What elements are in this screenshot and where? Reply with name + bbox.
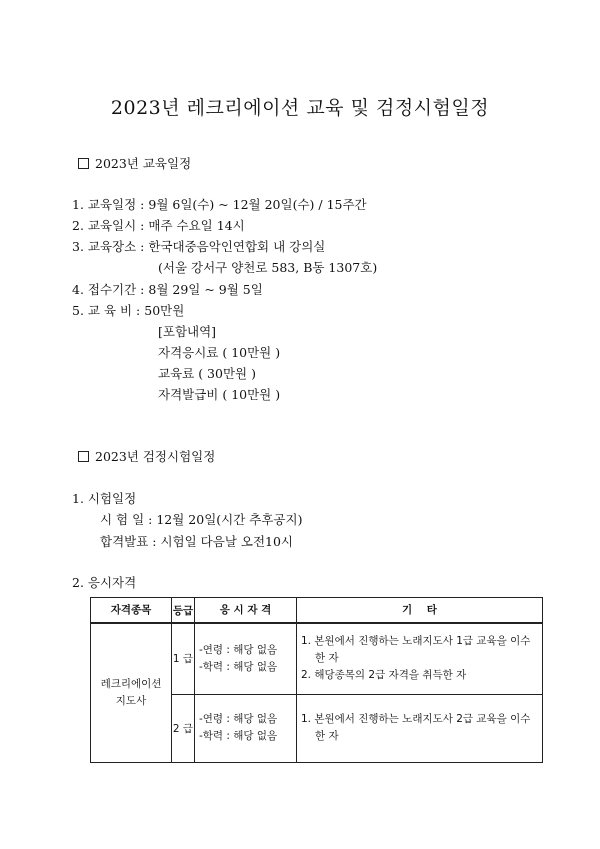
- edu-item: [72, 216, 245, 234]
- exam-schedule-line: [100, 510, 302, 528]
- edu-item-label: 2. 교육일시 :: [72, 218, 145, 233]
- note-cell: 1. 본원에서 진행하는 노래지도사 2급 교육을 이수한 자: [297, 694, 543, 762]
- qualification-cell: -연령 : 해당 없음 -학력 : 해당 없음: [195, 623, 297, 694]
- grade-cell: 1 급: [172, 623, 195, 694]
- edu-item-value: 9월 6일(수) ~ 12월 20일(수) / 15주간: [148, 197, 367, 212]
- column-header: 기 타: [297, 598, 543, 624]
- section-heading-education: 2023년 교육일정: [78, 154, 191, 172]
- table-header-row: [91, 598, 543, 624]
- column-header: 등급: [172, 598, 195, 624]
- qualification-table: [90, 597, 543, 763]
- section-heading-exam: 2023년 검정시험일정: [78, 447, 215, 465]
- fee-detail-line: 자격응시료 ( 10만원 ): [158, 345, 281, 360]
- grade-cell: 2 급: [172, 694, 195, 762]
- fee-detail-line: [포함내역]: [158, 324, 217, 339]
- qualification-kind-cell: 레크리에이션 지도사: [91, 623, 172, 762]
- column-header: 자격종목: [91, 598, 172, 624]
- edu-item: [72, 195, 367, 213]
- edu-item-value: 매주 수요일 14시: [148, 218, 245, 233]
- edu-item-value: 한국대중음악인연합회 내 강의실: [148, 239, 326, 254]
- exam-subheading: 1. 시험일정: [72, 491, 137, 506]
- edu-item-value: (서울 강서구 양천로 583, B동 1307호): [158, 260, 378, 275]
- edu-item-label: 5. 교 육 비 :: [72, 303, 141, 318]
- edu-item-label: 3. 교육장소 :: [72, 239, 145, 254]
- exam-schedule-line: [100, 532, 293, 550]
- table-row: [91, 623, 543, 694]
- exam-schedule-label: 시 험 일 :: [100, 512, 153, 527]
- checkbox-square-icon: [78, 158, 89, 169]
- edu-item-continued: [158, 258, 377, 276]
- exam-schedule-label: 합격발표 :: [100, 534, 157, 549]
- fee-detail-line: 교육료 ( 30만원 ): [158, 366, 256, 381]
- edu-item: [72, 301, 184, 319]
- page-title: 2023년 레크리에이션 교육 및 검정시험일정: [110, 97, 490, 119]
- fee-detail-line: 자격발급비 ( 10만원 ): [158, 387, 281, 402]
- exam-subheading: 2. 응시자격: [72, 575, 137, 590]
- checkbox-square-icon: [78, 451, 89, 462]
- exam-schedule-value: 12월 20일(시간 추후공지): [156, 512, 303, 527]
- exam-schedule-value: 시험일 다음날 오전10시: [160, 534, 294, 549]
- edu-item-label: 4. 접수기간 :: [72, 282, 145, 297]
- edu-item: [72, 280, 263, 298]
- column-header: 응 시 자 격: [195, 598, 297, 624]
- edu-item-label: 1. 교육일정 :: [72, 197, 145, 212]
- qualification-cell: -연령 : 해당 없음 -학력 : 해당 없음: [195, 694, 297, 762]
- edu-item: [72, 237, 325, 255]
- edu-item-value: 50만원: [144, 303, 185, 318]
- edu-item-value: 8월 29일 ~ 9월 5일: [148, 282, 263, 297]
- note-cell: 1. 본원에서 진행하는 노래지도사 1급 교육을 이수한 자 2. 해당종목의 2급 자격을 취득한 자: [297, 623, 543, 694]
